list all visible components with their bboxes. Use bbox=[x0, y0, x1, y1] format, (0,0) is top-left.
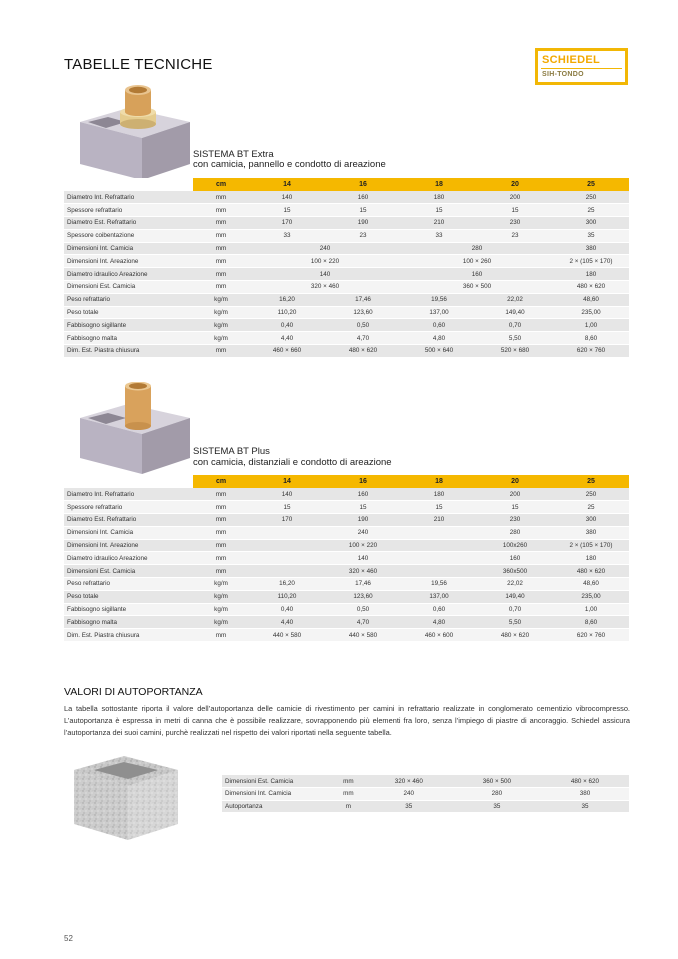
table-cell: 8,60 bbox=[553, 616, 629, 629]
table-cell: 480 × 620 bbox=[553, 281, 629, 294]
table-cell: 230 bbox=[477, 514, 553, 527]
table-row bbox=[64, 501, 629, 514]
row-unit: mm bbox=[193, 229, 249, 242]
table-cell: 170 bbox=[249, 514, 325, 527]
table-cell: 16,20 bbox=[249, 293, 325, 306]
table-row bbox=[64, 319, 629, 332]
table-cell: 240 bbox=[249, 526, 477, 539]
table-cell: 123,60 bbox=[325, 590, 401, 603]
table-cell: 19,56 bbox=[401, 293, 477, 306]
row-unit: mm bbox=[193, 268, 249, 281]
header-blank bbox=[64, 178, 193, 191]
row-unit: mm bbox=[193, 539, 249, 552]
row-unit: mm bbox=[193, 526, 249, 539]
table-cell: 210 bbox=[401, 217, 477, 230]
table-cell: 33 bbox=[249, 229, 325, 242]
table-cell: 15 bbox=[477, 204, 553, 217]
row-unit: mm bbox=[193, 255, 249, 268]
table-cell: 500 × 640 bbox=[401, 345, 477, 358]
row-unit: kg/m bbox=[193, 578, 249, 591]
header-blank bbox=[64, 475, 193, 488]
row-unit: kg/m bbox=[193, 332, 249, 345]
row-label: Spessore refrattario bbox=[64, 501, 193, 514]
row-unit: mm bbox=[193, 191, 249, 204]
table-cell: 280 bbox=[401, 242, 553, 255]
column-header: 16 bbox=[325, 178, 401, 191]
table-cell: 1,00 bbox=[553, 603, 629, 616]
table-cell: 190 bbox=[325, 217, 401, 230]
system-plus-table bbox=[64, 475, 629, 642]
row-unit: mm bbox=[193, 565, 249, 578]
table-cell: 23 bbox=[477, 229, 553, 242]
logo-brand: SCHIEDEL bbox=[542, 54, 601, 66]
row-label: Dimensioni Est. Camicia bbox=[64, 281, 193, 294]
table-cell: 23 bbox=[325, 229, 401, 242]
table-cell: 2 × (105 × 170) bbox=[553, 255, 629, 268]
table-cell: 137,00 bbox=[401, 590, 477, 603]
table-cell: 33 bbox=[401, 229, 477, 242]
table-cell: 4,40 bbox=[249, 332, 325, 345]
table-cell: 320 × 460 bbox=[249, 281, 401, 294]
autoportanza-table bbox=[222, 775, 629, 813]
table-row bbox=[64, 514, 629, 527]
row-unit: mm bbox=[193, 552, 249, 565]
row-label: Dim. Est. Piastra chiusura bbox=[64, 629, 193, 642]
row-label: Diametro idraulico Areazione bbox=[64, 268, 193, 281]
table-cell: 15 bbox=[249, 501, 325, 514]
row-label: Diametro Est. Refrattario bbox=[64, 514, 193, 527]
autoportanza-text: La tabella sottostante riporta il valore dell’autoportanza delle camicie di rivestimento per camini in refrattario realizzate in conglomerato cementizio vibrocompresso. L’autoportanza è espressa in metri di canna che è possibile realizzare, sovrapponendo più elementi fra loro, senza l’impiego di piastre di ancoraggio. Schiedel assicura l’autoportanza dei suoi camini, purchè realizzati nel rispetto dei valori riportati nella seguente tabella. bbox=[64, 704, 630, 737]
table-header-row bbox=[64, 475, 629, 488]
table-cell: 17,46 bbox=[325, 293, 401, 306]
row-label: Fabbisogno malta bbox=[64, 616, 193, 629]
column-header: cm bbox=[193, 475, 249, 488]
row-label: Dim. Est. Piastra chiusura bbox=[64, 345, 193, 358]
column-header: 18 bbox=[401, 475, 477, 488]
table-row bbox=[222, 788, 629, 801]
table-cell: 480 × 620 bbox=[553, 565, 629, 578]
row-label: Spessore coibentazione bbox=[64, 229, 193, 242]
table-cell: 160 bbox=[325, 488, 401, 501]
column-header: 20 bbox=[477, 178, 553, 191]
table-row bbox=[64, 242, 629, 255]
table-cell: 280 bbox=[453, 788, 541, 801]
table-cell: 380 bbox=[553, 242, 629, 255]
table-cell: 15 bbox=[401, 501, 477, 514]
table-cell: 140 bbox=[249, 191, 325, 204]
table-cell: 240 bbox=[365, 788, 453, 801]
schiedel-logo bbox=[535, 48, 628, 85]
table-cell: 22,02 bbox=[477, 578, 553, 591]
table-row bbox=[64, 255, 629, 268]
table-cell: 100 × 220 bbox=[249, 539, 477, 552]
column-header: cm bbox=[193, 178, 249, 191]
table-cell: 0,50 bbox=[325, 603, 401, 616]
table-cell: 320 × 460 bbox=[249, 565, 477, 578]
table-header-row bbox=[64, 178, 629, 191]
table-cell: 1,00 bbox=[553, 319, 629, 332]
row-label: Peso totale bbox=[64, 590, 193, 603]
row-label: Diametro Int. Refrattario bbox=[64, 488, 193, 501]
table-cell: 0,70 bbox=[477, 319, 553, 332]
table-cell: 320 × 460 bbox=[365, 775, 453, 788]
row-label: Dimensioni Est. Camicia bbox=[64, 565, 193, 578]
row-unit: mm bbox=[193, 242, 249, 255]
row-label: Diametro idraulico Areazione bbox=[64, 552, 193, 565]
table-row bbox=[64, 578, 629, 591]
table-cell: 140 bbox=[249, 268, 401, 281]
system-extra-subtitle: con camicia, pannello e condotto di areazione bbox=[193, 159, 386, 170]
table-row bbox=[64, 191, 629, 204]
table-cell: 35 bbox=[365, 800, 453, 813]
table-cell: 25 bbox=[553, 204, 629, 217]
table-cell: 35 bbox=[553, 229, 629, 242]
table-cell: 235,00 bbox=[553, 590, 629, 603]
table-row bbox=[64, 552, 629, 565]
table-cell: 15 bbox=[249, 204, 325, 217]
table-cell: 19,56 bbox=[401, 578, 477, 591]
table-cell: 170 bbox=[249, 217, 325, 230]
table-cell: 200 bbox=[477, 191, 553, 204]
row-label: Fabbisogno sigillante bbox=[64, 603, 193, 616]
row-unit: mm bbox=[193, 629, 249, 642]
table-row bbox=[64, 229, 629, 242]
table-cell: 360 × 500 bbox=[401, 281, 553, 294]
row-unit: mm bbox=[193, 514, 249, 527]
table-row bbox=[64, 603, 629, 616]
table-row bbox=[64, 204, 629, 217]
table-cell: 460 × 600 bbox=[401, 629, 477, 642]
table-row bbox=[64, 488, 629, 501]
table-cell: 250 bbox=[553, 488, 629, 501]
table-cell: 160 bbox=[325, 191, 401, 204]
table-cell: 620 × 760 bbox=[553, 345, 629, 358]
table-cell: 210 bbox=[401, 514, 477, 527]
table-cell: 230 bbox=[477, 217, 553, 230]
table-cell: 100 × 220 bbox=[249, 255, 401, 268]
table-cell: 250 bbox=[553, 191, 629, 204]
system-plus-subtitle: con camicia, distanziali e condotto di areazione bbox=[193, 457, 392, 468]
table-cell: 460 × 660 bbox=[249, 345, 325, 358]
table-cell: 300 bbox=[553, 217, 629, 230]
row-label: Peso totale bbox=[64, 306, 193, 319]
row-label: Diametro Int. Refrattario bbox=[64, 191, 193, 204]
system-extra-table bbox=[64, 178, 629, 358]
row-unit: mm bbox=[193, 345, 249, 358]
row-label: Dimensioni Int. Camicia bbox=[64, 242, 193, 255]
table-cell: 17,46 bbox=[325, 578, 401, 591]
column-header: 18 bbox=[401, 178, 477, 191]
table-cell: 360 × 500 bbox=[453, 775, 541, 788]
table-cell: 300 bbox=[553, 514, 629, 527]
row-label: Spessore refrattario bbox=[64, 204, 193, 217]
table-cell: 480 × 620 bbox=[541, 775, 629, 788]
row-label: Peso refrattario bbox=[64, 293, 193, 306]
table-cell: 15 bbox=[325, 501, 401, 514]
table-cell: 2 × (105 × 170) bbox=[553, 539, 629, 552]
autoportanza-title: VALORI DI AUTOPORTANZA bbox=[64, 686, 203, 698]
row-label: Dimensioni Int. Areazione bbox=[64, 539, 193, 552]
table-cell: 110,20 bbox=[249, 306, 325, 319]
table-cell: 280 bbox=[477, 526, 553, 539]
table-row bbox=[64, 332, 629, 345]
table-cell: 160 bbox=[401, 268, 553, 281]
table-row bbox=[64, 217, 629, 230]
row-label: Dimensioni Int. Camicia bbox=[64, 526, 193, 539]
row-unit: kg/m bbox=[193, 590, 249, 603]
column-header: 20 bbox=[477, 475, 553, 488]
table-cell: 0,60 bbox=[401, 603, 477, 616]
row-unit: mm bbox=[332, 788, 365, 801]
table-cell: 100x260 bbox=[477, 539, 553, 552]
table-cell: 0,40 bbox=[249, 319, 325, 332]
table-cell: 48,60 bbox=[553, 578, 629, 591]
row-unit: kg/m bbox=[193, 603, 249, 616]
row-unit: kg/m bbox=[193, 319, 249, 332]
concrete-block-image bbox=[70, 748, 182, 843]
table-cell: 100 × 260 bbox=[401, 255, 553, 268]
column-header: 25 bbox=[553, 178, 629, 191]
table-cell: 5,50 bbox=[477, 332, 553, 345]
table-cell: 149,40 bbox=[477, 306, 553, 319]
logo-divider bbox=[541, 68, 622, 69]
table-cell: 15 bbox=[477, 501, 553, 514]
table-cell: 360x500 bbox=[477, 565, 553, 578]
table-cell: 480 × 620 bbox=[325, 345, 401, 358]
table-row bbox=[64, 590, 629, 603]
row-unit: kg/m bbox=[193, 616, 249, 629]
table-cell: 15 bbox=[401, 204, 477, 217]
row-unit: kg/m bbox=[193, 293, 249, 306]
table-cell: 180 bbox=[401, 488, 477, 501]
page-title: TABELLE TECNICHE bbox=[64, 56, 213, 73]
table-row bbox=[64, 281, 629, 294]
table-cell: 110,20 bbox=[249, 590, 325, 603]
table-cell: 0,40 bbox=[249, 603, 325, 616]
table-cell: 137,00 bbox=[401, 306, 477, 319]
table-cell: 4,80 bbox=[401, 332, 477, 345]
table-cell: 149,40 bbox=[477, 590, 553, 603]
system-plus-title: SISTEMA BT Plus bbox=[193, 446, 270, 457]
row-unit: mm bbox=[193, 501, 249, 514]
table-cell: 440 × 580 bbox=[249, 629, 325, 642]
table-row bbox=[64, 539, 629, 552]
table-cell: 200 bbox=[477, 488, 553, 501]
table-cell: 240 bbox=[249, 242, 401, 255]
page-number: 52 bbox=[64, 934, 73, 943]
table-row bbox=[64, 616, 629, 629]
table-cell: 235,00 bbox=[553, 306, 629, 319]
table-cell: 140 bbox=[249, 488, 325, 501]
table-cell: 5,50 bbox=[477, 616, 553, 629]
table-cell: 140 bbox=[249, 552, 477, 565]
row-label: Fabbisogno malta bbox=[64, 332, 193, 345]
table-cell: 22,02 bbox=[477, 293, 553, 306]
row-unit: mm bbox=[193, 217, 249, 230]
table-cell: 4,70 bbox=[325, 332, 401, 345]
row-unit: m bbox=[332, 800, 365, 813]
column-header: 25 bbox=[553, 475, 629, 488]
table-cell: 380 bbox=[541, 788, 629, 801]
table-row bbox=[64, 306, 629, 319]
row-unit: kg/m bbox=[193, 306, 249, 319]
table-cell: 15 bbox=[325, 204, 401, 217]
table-cell: 35 bbox=[453, 800, 541, 813]
logo-product: SIH-TONDO bbox=[542, 71, 584, 78]
table-row bbox=[64, 268, 629, 281]
table-cell: 180 bbox=[553, 552, 629, 565]
row-unit: mm bbox=[332, 775, 365, 788]
row-label: Autoportanza bbox=[222, 800, 332, 813]
row-label: Dimensioni Int. Camicia bbox=[222, 788, 332, 801]
column-header: 16 bbox=[325, 475, 401, 488]
table-row bbox=[64, 629, 629, 642]
table-cell: 190 bbox=[325, 514, 401, 527]
row-label: Peso refrattario bbox=[64, 578, 193, 591]
table-cell: 35 bbox=[541, 800, 629, 813]
row-unit: mm bbox=[193, 281, 249, 294]
table-cell: 620 × 760 bbox=[553, 629, 629, 642]
system-extra-title: SISTEMA BT Extra bbox=[193, 149, 274, 160]
table-cell: 480 × 620 bbox=[477, 629, 553, 642]
table-cell: 380 bbox=[553, 526, 629, 539]
table-cell: 520 × 680 bbox=[477, 345, 553, 358]
table-cell: 180 bbox=[401, 191, 477, 204]
row-unit: mm bbox=[193, 204, 249, 217]
table-cell: 0,60 bbox=[401, 319, 477, 332]
table-cell: 16,20 bbox=[249, 578, 325, 591]
table-cell: 0,50 bbox=[325, 319, 401, 332]
row-label: Fabbisogno sigillante bbox=[64, 319, 193, 332]
table-cell: 180 bbox=[553, 268, 629, 281]
table-cell: 25 bbox=[553, 501, 629, 514]
table-cell: 440 × 580 bbox=[325, 629, 401, 642]
table-row bbox=[64, 565, 629, 578]
table-cell: 4,70 bbox=[325, 616, 401, 629]
table-row bbox=[64, 526, 629, 539]
table-row bbox=[222, 775, 629, 788]
row-label: Diametro Est. Refrattario bbox=[64, 217, 193, 230]
table-row bbox=[64, 345, 629, 358]
table-cell: 4,40 bbox=[249, 616, 325, 629]
row-label: Dimensioni Est. Camicia bbox=[222, 775, 332, 788]
table-cell: 48,60 bbox=[553, 293, 629, 306]
row-unit: mm bbox=[193, 488, 249, 501]
bt-plus-block-image bbox=[78, 382, 193, 477]
table-row bbox=[222, 800, 629, 813]
table-row bbox=[64, 293, 629, 306]
table-cell: 123,60 bbox=[325, 306, 401, 319]
table-cell: 0,70 bbox=[477, 603, 553, 616]
column-header: 14 bbox=[249, 475, 325, 488]
column-header: 14 bbox=[249, 178, 325, 191]
table-cell: 8,60 bbox=[553, 332, 629, 345]
row-label: Dimensioni Int. Areazione bbox=[64, 255, 193, 268]
table-cell: 4,80 bbox=[401, 616, 477, 629]
bt-extra-block-image bbox=[78, 82, 193, 182]
table-cell: 160 bbox=[477, 552, 553, 565]
